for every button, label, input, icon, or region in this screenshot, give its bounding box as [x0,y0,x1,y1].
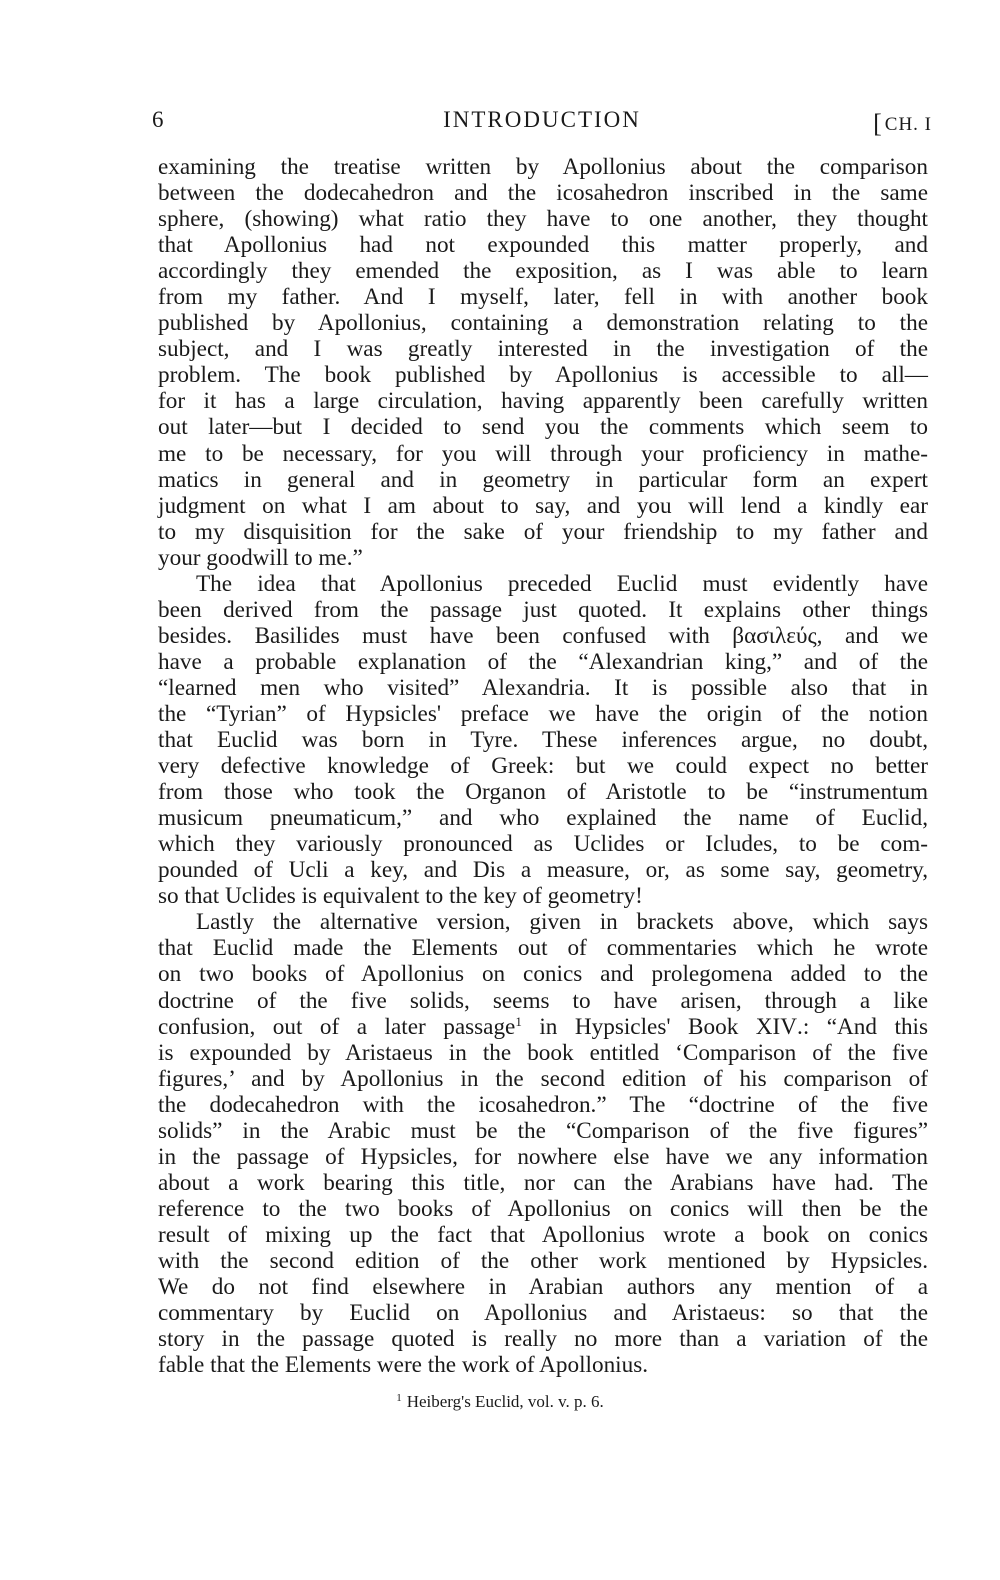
chapter-bracket: [ [873,109,883,138]
text-line: matics in general and in geometry in particular form an expert [158,466,928,493]
text-line: is expounded by Aristaeus in the book entitled ‘Comparison of the five [158,1039,928,1066]
text-line: from those who took the Organon of Aristotle to be “instrumentum [158,779,928,806]
footnote [0,1392,1000,1412]
text-line: accordingly they emended the exposition, as I was able to learn [158,258,928,285]
text-line: result of mixing up the fact that Apollonius wrote a book on conics [158,1221,928,1248]
page-number: 6 [152,107,165,132]
text-line: been derived from the passage just quoted. It explains other things [158,596,928,623]
text-line: me to be necessary, for you will through your proficiency in mathe- [158,440,928,467]
chapter-label: CH. I [884,114,932,135]
text-line: “learned men who visited” Alexandria. It is possible also that in [158,674,928,701]
text-line: sphere, (showing) what ratio they have to one another, they thought [158,206,928,233]
text-line: have a probable explanation of the “Alexandrian king,” and of the [158,648,928,675]
text-line-with-footnote-ref [158,1014,928,1040]
text-segment: confusion, out of a later passage [158,1013,516,1040]
text-line: between the dodecahedron and the icosahedron inscribed in the same [158,180,928,207]
text-line: for it has a large circulation, having apparently been carefully written [158,388,928,415]
footnote-text: Heiberg's Euclid, vol. v. p. 6. [406,1392,604,1411]
text-line: out later—but I decided to send you the comments which seem to [158,414,928,441]
text-line: that Euclid made the Elements out of commentaries which he wrote [158,935,928,962]
text-line: which they variously pronounced as Uclides or Icludes, to be com- [158,831,928,858]
text-segment: .: “And this [797,1013,929,1040]
text-line: the dodecahedron with the icosahedron.” The “doctrine of the five [158,1091,928,1118]
footnote-reference: 1 [515,1013,522,1029]
text-line: about a work bearing this title, nor can the Arabians have had. The [158,1169,928,1196]
running-title: INTRODUCTION [443,107,641,132]
text-line: figures,’ and by Apollonius in the second edition of his comparison of [158,1065,928,1092]
text-line: published by Apollonius, containing a demonstration relating to the [158,310,928,337]
text-line: reference to the two books of Apollonius on conics will then be the [158,1195,928,1222]
text-line: The idea that Apollonius preceded Euclid must evidently have [196,570,928,597]
body-text [158,154,928,1378]
text-line: commentary by Euclid on Apollonius and Aristaeus: so that the [158,1300,928,1327]
text-line: on two books of Apollonius on conics and prolegomena added to the [158,961,928,988]
text-line: pounded of Ucli a key, and Dis a measure, or, as some say, geometry, [158,857,928,884]
text-line: story in the passage quoted is really no more than a variation of the [158,1326,928,1353]
text-line: to my disquisition for the sake of your friendship to my father and [158,518,928,545]
running-head [152,107,932,139]
text-line: subject, and I was greatly interested in the investigation of the [158,336,928,363]
text-line: solids” in the Arabic must be the “Comparison of the five figures” [158,1117,928,1144]
text-line: Lastly the alternative version, given in brackets above, which says [196,909,928,936]
text-line: problem. The book published by Apollonius is accessible to all— [158,362,928,389]
text-line: We do not find elsewhere in Arabian authors any mention of a [158,1274,928,1301]
text-line: from my father. And I myself, later, fell in with another book [158,284,928,311]
text-line: musicum pneumaticum,” and who explained the name of Euclid, [158,805,928,832]
text-line: so that Uclides is equivalent to the key of geometry! [158,883,643,910]
chapter-reference [873,107,932,137]
text-line: besides. Basilides must have been confused with βασιλεύς, and we [158,622,928,649]
text-line: doctrine of the five solids, seems to have arisen, through a like [158,987,928,1014]
text-line: that Euclid was born in Tyre. These inferences argue, no doubt, [158,727,928,754]
text-line: fable that the Elements were the work of Apollonius. [158,1352,649,1379]
text-line: that Apollonius had not expounded this matter properly, and [158,232,928,259]
text-line: the “Tyrian” of Hypsicles' preface we have the origin of the notion [158,700,928,727]
footnote-marker: 1 [396,1392,402,1404]
text-line: very defective knowledge of Greek: but we could expect no better [158,753,928,780]
text-line: judgment on what I am about to say, and you will lend a kindly ear [158,492,928,519]
text-line: with the second edition of the other work mentioned by Hypsicles. [158,1247,928,1274]
text-line: in the passage of Hypsicles, for nowhere else have we any information [158,1143,928,1170]
book-number: XIV [755,1013,798,1040]
text-segment: in Hypsicles' Book [521,1013,756,1040]
text-line: examining the treatise written by Apollonius about the comparison [158,154,928,180]
text-line: your goodwill to me.” [158,544,363,571]
